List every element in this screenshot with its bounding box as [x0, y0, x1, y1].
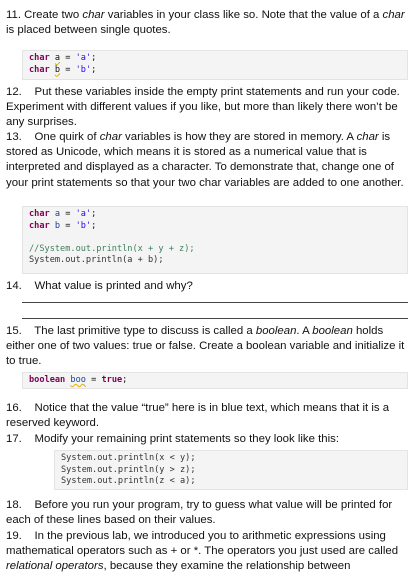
step-16-text: 16. Notice that the value “true” here is in blue text, which means that it is a reserved keyword.	[6, 402, 390, 430]
step-18	[6, 498, 412, 528]
code-block-char-addition: char a = 'a'; char b = 'b'; //System.out.println(x + y + z); System.out.println(a + b);	[22, 206, 408, 274]
answer-line-1[interactable]	[22, 302, 408, 303]
code-block-relational: System.out.println(x < y); System.out.println(y > z); System.out.println(z < a);	[54, 450, 408, 490]
step-14	[6, 279, 412, 294]
code-block-char-declarations: char a = 'a'; char b = 'b';	[22, 50, 408, 80]
step-14-text: 14. What value is printed and why?	[6, 280, 193, 292]
step-12	[6, 85, 412, 131]
step-17-text: 17. Modify your remaining print statements so they look like this:	[6, 433, 340, 445]
step-16	[6, 401, 412, 431]
step-11	[6, 8, 412, 38]
step-12-text: 12. Put these variables inside the empty print statements and run your code. Experiment with different values if you like, but more than likely there won’t be any surprises.	[6, 86, 400, 129]
step-19	[6, 529, 412, 575]
step-15	[6, 324, 412, 370]
step-18-text: 18. Before you run your program, try to guess what value will be printed for each of these lines based on their values.	[6, 499, 393, 527]
step-11-text: 11. Create two char variables in your class like so. Note that the value of a char is placed between single quotes.	[6, 9, 405, 37]
step-13-text: 13. One quirk of char variables is how they are stored in memory. A char is stored as Unicode, which means it is stored as a numerical value that is interpreted and displayed as a character. To demonstrate that, change one of your print statements so that your two char variables are added to one another.	[6, 131, 404, 189]
step-13	[6, 130, 412, 191]
step-15-text: 15. The last primitive type to discuss is called a boolean. A boolean holds either one of two values: true or false. Create a boolean variable and initialize it to true.	[6, 325, 405, 368]
answer-line-2[interactable]	[22, 318, 408, 319]
step-19-text: 19. In the previous lab, we introduced you to arithmetic expressions using mathematical operators such as + or *. The operators you just used are called relational operators, because they examine the relationship between	[6, 530, 399, 573]
step-17	[6, 432, 412, 447]
code-block-boolean: boolean boo = true;	[22, 372, 408, 389]
